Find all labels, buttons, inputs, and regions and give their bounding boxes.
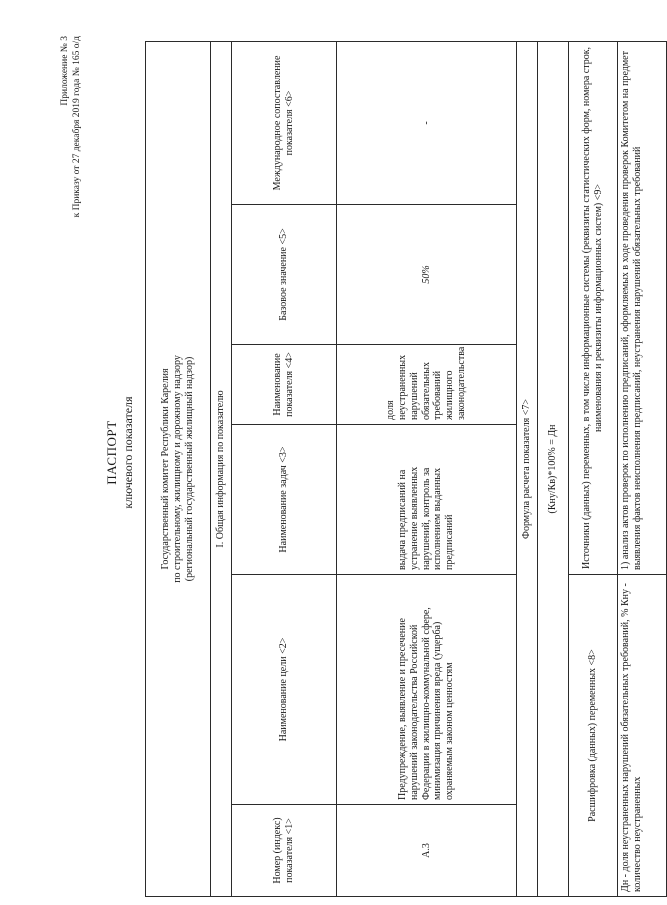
appendix-line-2: к Приказу от 27 декабря 2019 года № 165 о/д bbox=[71, 36, 82, 218]
formula-row bbox=[538, 41, 569, 896]
cell-indicator: доля неустраненных нарушений обязательных требований жилищного законодательства bbox=[337, 345, 517, 425]
passport-heading bbox=[104, 0, 136, 905]
header-intl: Международное сопоставление показателя <6> bbox=[232, 41, 337, 204]
organization-line-1: Государственный комитет Республики Карелия bbox=[160, 368, 172, 570]
organization-row bbox=[146, 41, 211, 896]
sources-header: Источники (данных) переменных, в том числе информационные системы (реквизиты статистических форм, номера строк, наименования и реквизиты информационных систем) <9> bbox=[569, 41, 618, 574]
formula-title: Формула расчета показателя <7> bbox=[517, 41, 538, 896]
formula-expression: (Кну/Кв)*100% = Дн bbox=[538, 41, 569, 896]
appendix-note bbox=[60, 36, 84, 217]
appendix-line-1: Приложение № 3 bbox=[60, 36, 70, 106]
header-row bbox=[232, 41, 337, 896]
cell-tasks: выдача предписаний на устранение выявленных нарушений, контроль за исполнением выданных предписаний bbox=[337, 425, 517, 575]
cell-goal: Предупреждение, выявление и пресечение нарушений законодательства Российской Федерации в жилищно-коммунальной сфере, минимизация причинения вреда (ущерба) охраняемым законом ценностям bbox=[337, 575, 517, 805]
passport-title: ПАСПОРТ bbox=[104, 420, 119, 485]
cell-base: 50% bbox=[337, 205, 517, 345]
decoding-header: Расшифровка (данных) переменных <8> bbox=[569, 575, 618, 897]
sources-text: 1) анализ актов проверок по исполнению предписаний, оформляемых в ходе проведения проверок Комитетом на предмет выявления фактов неисполнения предписаний, неустранения нарушений обязательных требований bbox=[618, 41, 667, 574]
variables-header-row bbox=[569, 41, 618, 896]
header-number: Номер (индекс) показателя <1> bbox=[232, 805, 337, 897]
section-title: I. Общая информация по показателю bbox=[211, 41, 232, 896]
decoding-text: Дн - доля неустраненных нарушений обязательных требований, % Кну - количество неустраненных bbox=[618, 575, 667, 897]
header-tasks: Наименование задач <3> bbox=[232, 425, 337, 575]
data-row bbox=[337, 41, 517, 896]
section-row bbox=[211, 41, 232, 896]
indicator-passport-table bbox=[145, 41, 667, 897]
header-goal: Наименование цели <2> bbox=[232, 575, 337, 805]
cell-number: А.3 bbox=[337, 805, 517, 897]
header-indicator: Наименование показателя <4> bbox=[232, 345, 337, 425]
variables-row bbox=[618, 41, 667, 896]
organization-line-3: (региональный государственный жилищный надзор) bbox=[183, 356, 195, 582]
header-base: Базовое значение <5> bbox=[232, 205, 337, 345]
organization-line-2: по строительному, жилищному и дорожному надзору bbox=[172, 355, 184, 583]
cell-intl: - bbox=[337, 41, 517, 204]
organization-cell bbox=[146, 41, 211, 896]
formula-header-row bbox=[517, 41, 538, 896]
passport-subtitle: ключевого показателя bbox=[120, 396, 135, 509]
